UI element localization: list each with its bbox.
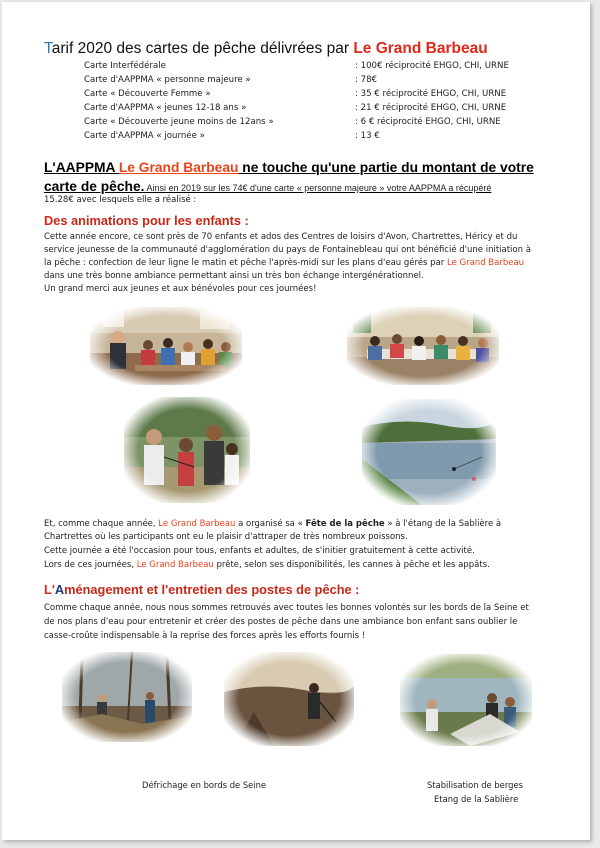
amenagement-line: de nos plans d'eau pour entretenir et créer des postes de pêche dans une ambiance bon enfant sans oublier le bbox=[44, 617, 518, 627]
amenagement-title: L'Aménagement et l'entretien des postes de pêche : bbox=[44, 582, 360, 597]
tarif-price: : 13 € bbox=[355, 131, 380, 141]
photo-children-indoor-1 bbox=[90, 307, 242, 385]
fete-line-1: Et, comme chaque année, Le Grand Barbeau a organisé sa « Fête de la pêche » à l'étang de la Sablière à bbox=[44, 519, 502, 529]
tarif-label: Carte d'AAPPMA « personne majeure » bbox=[84, 75, 251, 85]
aappma-heading-pre: L'AAPPMA bbox=[44, 160, 119, 175]
tarif-price: : 6 € réciprocité EHGO, CHI, URNE bbox=[355, 117, 501, 127]
tarif-price: : 78€ bbox=[355, 75, 378, 85]
aappma-heading-brand: Le Grand Barbeau bbox=[118, 160, 239, 175]
amenagement-line: Comme chaque année, nous nous sommes retrouvés avec toutes les bonnes volontés sur les bords de la Seine et bbox=[44, 603, 529, 613]
fete-brand: Le Grand Barbeau bbox=[136, 560, 214, 570]
tarif-label: Carte « Découverte Femme » bbox=[84, 89, 211, 99]
photo-clearing-riverbank bbox=[62, 652, 192, 742]
photo-children-outdoor bbox=[124, 397, 250, 503]
amenagement-title-text: ménagement et l'entretien des postes de pêche : bbox=[64, 582, 360, 597]
animations-line: service jeunesse de la communauté d'agglomération du pays de Fontainebleau qui ont bénéficié d'une initiation à bbox=[44, 245, 531, 255]
caption-right-2: Etang de la Sablière bbox=[434, 794, 519, 804]
amenagement-first-letter: A bbox=[54, 582, 65, 597]
fete-line-4: Lors de ces journées, Le Grand Barbeau prête, selon ses disponibilités, les cannes à pêche et les appâts. bbox=[44, 560, 490, 570]
photo-bank-stabilisation bbox=[400, 654, 532, 746]
tarif-price: : 100€ réciprocité EHGO, CHI, URNE bbox=[355, 61, 509, 71]
animations-first-letter: D bbox=[44, 213, 54, 228]
aappma-tail: Ainsi en 2019 sur les 74€ d'une carte « personne majeure » votre AAPPMA a récupéré bbox=[144, 183, 492, 193]
tarif-label: Carte d'AAPPMA « jeunes 12-18 ans » bbox=[84, 103, 247, 113]
tarif-price: : 35 € réciprocité EHGO, CHI, URNE bbox=[355, 89, 507, 99]
fete-brand: Le Grand Barbeau bbox=[158, 519, 236, 529]
animations-line: Cette année encore, ce sont près de 70 enfants et ados des Centres de loisirs d'Avon, Chartrettes, Héricy et du bbox=[44, 232, 518, 242]
photo-foggy-work bbox=[224, 652, 354, 746]
document-page bbox=[2, 2, 590, 840]
aappma-heading bbox=[44, 160, 534, 175]
photo-children-indoor-2 bbox=[347, 307, 499, 385]
animations-line: dans une très bonne ambiance permettant ainsi un très bon échange intergénérationnel. bbox=[44, 271, 424, 281]
title-text: arif 2020 des cartes de pêche délivrées par bbox=[51, 40, 354, 57]
animations-line: la pêche : confection de leur ligne le matin et pêche l'après-midi sur les plans d'eau gérés par Le Grand Barbeau bbox=[44, 258, 525, 268]
tarif-label: Carte « Découverte jeune moins de 12ans » bbox=[84, 117, 274, 127]
animations-title-text: es animations pour les enfants : bbox=[53, 213, 249, 228]
aappma-tail-line3: 15.28€ avec lesquels elle a réalisé : bbox=[44, 195, 197, 205]
fete-line-3: Cette journée a été l'occasion pour tous, enfants et adultes, de s'initier gratuitement à cette activité. bbox=[44, 546, 475, 556]
tarif-label: Carte d'AAPPMA « journée » bbox=[84, 131, 205, 141]
animations-brand: Le Grand Barbeau bbox=[447, 258, 525, 268]
aappma-heading-post: ne touche qu'une partie du montant de votre bbox=[238, 160, 534, 175]
amenagement-line: casse-croûte indispensable à la reprise des forces après les efforts fournis ! bbox=[44, 631, 366, 641]
fete-bold: Fête de la pêche bbox=[305, 519, 385, 529]
tarif-label: Carte Interfédérale bbox=[84, 61, 166, 71]
caption-left: Défrichage en bords de Seine bbox=[142, 780, 267, 790]
fete-line-2: Chartrettes où les participants ont eu le plaisir d'attraper de très nombreux poissons. bbox=[44, 532, 408, 542]
caption-right-1: Stabilisation de berges bbox=[427, 780, 523, 790]
title-brand: Le Grand Barbeau bbox=[353, 40, 488, 57]
aappma-heading-line2 bbox=[44, 179, 491, 194]
aappma-heading-line2-text: carte de pêche. bbox=[44, 179, 145, 194]
photo-lake-fishing bbox=[362, 399, 496, 505]
animations-line: Un grand merci aux jeunes et aux bénévoles pour ces journées! bbox=[44, 284, 317, 294]
page-title bbox=[44, 40, 488, 58]
title-first-letter: T bbox=[44, 40, 52, 57]
animations-title bbox=[44, 213, 249, 228]
tarif-price: : 21 € réciprocité EHGO, CHI, URNE bbox=[355, 103, 507, 113]
